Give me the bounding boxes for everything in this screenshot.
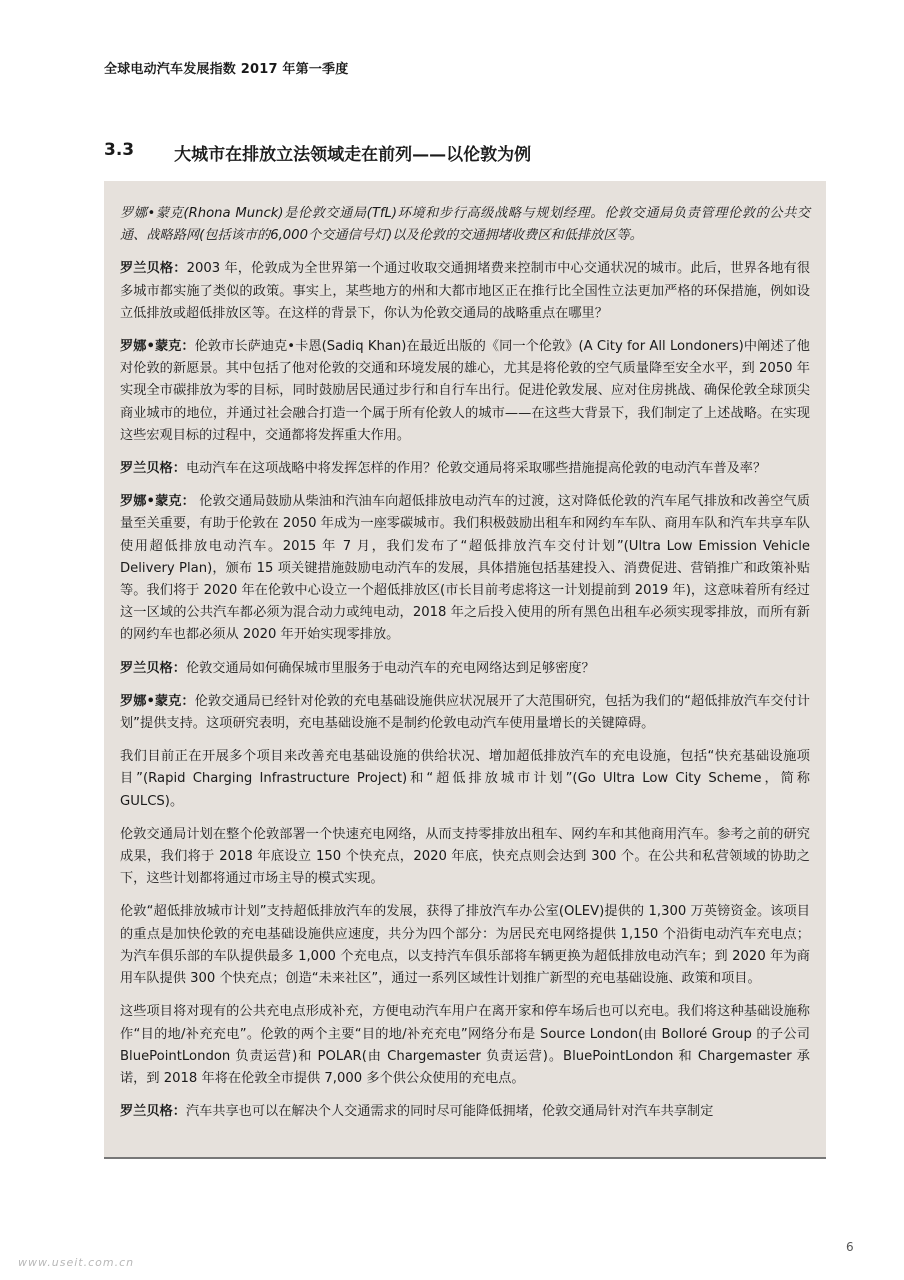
- paragraph-text: 伦敦交通局鼓励从柴油和汽油车向超低排放电动汽车的过渡，这对降低伦敦的汽车尾气排放和改善空气质量至关重要，有助于伦敦在 2050 年成为一座零碳城市。我们积极鼓励出租车和网约车车队、商用车队和汽车共享车队使用超低排放电动汽车。2015 年 7 月，我们发布了“超低排放汽车交付计划”(Ultra Low Emission Vehicle Delivery Plan)，颁布 15 项关键措施鼓励电动汽车的发展，具体措施包括基建投入、消费促进、营销推广和政策补贴等。我们将于 2020 年在伦敦中心设立一个超低排放区(市长目前考虑将这一计划提前到 2019 年)，这意味着所有经过这一区域的公共汽车都必须为混合动力或纯电动，2018 年之后投入使用的所有黑色出租车必须实现零排放，而所有新的网约车也都必须从 2020 年开始实现零排放。: [120, 494, 810, 643]
- paragraph-text: 伦敦交通局计划在整个伦敦部署一个快速充电网络，从而支持零排放出租车、网约车和其他商用汽车。参考之前的研究成果，我们将于 2018 年底设立 150 个快充点，2020 年底，快充点则会达到 300 个。在公共和私营领域的协助之下，这些计划都将通过市场主导的模式实现。: [120, 826, 810, 887]
- interview-paragraph: [120, 1101, 810, 1123]
- speaker-label: 罗娜•蒙克：: [120, 693, 195, 709]
- interview-paragraphs: [120, 258, 810, 1123]
- paragraph-text: 伦敦市长萨迪克•卡恩(Sadiq Khan)在最近出版的《同一个伦敦》(A City for All Londoners)中阐述了他对伦敦的新愿景。其中包括了他对伦敦的交通和环境发展的雄心，尤其是将伦敦的空气质量降至安全水平，到 2050 年实现全市碳排放为零的目标，同时鼓励居民通过步行和自行车出行。促进伦敦发展、应对住房挑战、确保伦敦全球顶尖商业城市的地位，并通过社会融合打造一个属于所有伦敦人的城市——在这些大背景下，我们制定了上述战略。在实现这些宏观目标的过程中，交通都将发挥重大作用。: [120, 339, 810, 443]
- speaker-label: 罗兰贝格：: [120, 1104, 186, 1120]
- interview-paragraph: [120, 658, 810, 680]
- interview-paragraph: [120, 336, 810, 447]
- speaker-label: 罗兰贝格：: [120, 660, 186, 676]
- interview-paragraph: [120, 746, 810, 813]
- interview-paragraph: [120, 824, 810, 891]
- document-header-title: 全球电动汽车发展指数 2017 年第一季度: [104, 62, 349, 77]
- interview-intro: 罗娜•蒙克(Rhona Munck)是伦敦交通局(TfL)环境和步行高级战略与规划经理。伦敦交通局负责管理伦敦的公共交通、战略路网(包括该市的6,000个交通信号灯)以及伦敦的交通拥堵收费区和低排放区等。: [120, 206, 810, 244]
- speaker-label: 罗兰贝格：: [120, 461, 186, 477]
- paragraph-text: 伦敦“超低排放城市计划”支持超低排放汽车的发展，获得了排放汽车办公室(OLEV)提供的 1,300 万英镑资金。该项目的重点是加快伦敦的充电基础设施供应速度，共分为四个部分：为居民充电网络提供 1,150 个沿街电动汽车充电点；为汽车俱乐部的车队提供最多 1,000 个充电点，以支持汽车俱乐部将车辆更换为超低排放电动汽车；到 2020 年为商用车队提供 300 个快充点；创造“未来社区”，通过一系列区域性计划推广新型的充电基础设施、政策和项目。: [120, 904, 810, 987]
- paragraph-text: 伦敦交通局已经针对伦敦的充电基础设施供应状况展开了大范围研究，包括为我们的“超低排放汽车交付计划”提供支持。这项研究表明，充电基础设施不是制约伦敦电动汽车使用量增长的关键障碍。: [120, 693, 810, 732]
- section-heading: [104, 140, 531, 165]
- paragraph-text: 电动汽车在这项战略中将发挥怎样的作用？伦敦交通局将采取哪些措施提高伦敦的电动汽车普及率？: [185, 461, 767, 477]
- paragraph-text: 汽车共享也可以在解决个人交通需求的同时尽可能降低拥堵，伦敦交通局针对汽车共享制定: [185, 1104, 714, 1120]
- interview-paragraph: [120, 258, 810, 325]
- speaker-label: 罗娜•蒙克：: [120, 494, 195, 510]
- interview-paragraph: [120, 491, 810, 646]
- section-title: 大城市在排放立法领域走在前列——以伦敦为例: [174, 145, 532, 165]
- paragraph-text: 我们目前正在开展多个项目来改善充电基础设施的供给状况、增加超低排放汽车的充电设施，包括“快充基础设施项目”(Rapid Charging Infrastructure Project)和“超低排放城市计划”(Go Ultra Low City Scheme，简称 GULCS)。: [120, 749, 810, 809]
- interview-paragraph: [120, 1001, 810, 1090]
- section-number: 3.3: [104, 140, 135, 160]
- interview-box: [104, 181, 826, 1159]
- paragraph-text: 伦敦交通局如何确保城市里服务于电动汽车的充电网络达到足够密度？: [185, 660, 595, 676]
- watermark: www.useit.com.cn: [18, 1256, 135, 1269]
- speaker-label: 罗娜•蒙克：: [120, 339, 195, 355]
- interview-paragraph: [120, 691, 810, 735]
- interview-paragraph: [120, 901, 810, 990]
- paragraph-text: 这些项目将对现有的公共充电点形成补充，方便电动汽车用户在离开家和停车场后也可以充电。我们将这种基础设施称作“目的地/补充充电”。伦敦的两个主要“目的地/补充充电”网络分布是 Source London(由 Bolloré Group 的子公司 BluePointLondon 负责运营)和 POLAR(由 Chargemaster 负责运营)。BluePointLondon 和 Chargemaster 承诺，到 2018 年将在伦敦全市提供 7,000 多个供公众使用的充电点。: [120, 1004, 810, 1086]
- page-number: 6: [846, 1240, 854, 1254]
- paragraph-text: 2003 年，伦敦成为全世界第一个通过收取交通拥堵费来控制市中心交通状况的城市。此后，世界各地有很多城市都实施了类似的政策。事实上，某些地方的州和大都市地区正在推行比全国性立法更加严格的环保措施，例如设立低排放或超低排放区等。在这样的背景下，你认为伦敦交通局的战略重点在哪里？: [120, 261, 811, 321]
- speaker-label: 罗兰贝格：: [120, 261, 187, 277]
- interview-paragraph: [120, 458, 810, 480]
